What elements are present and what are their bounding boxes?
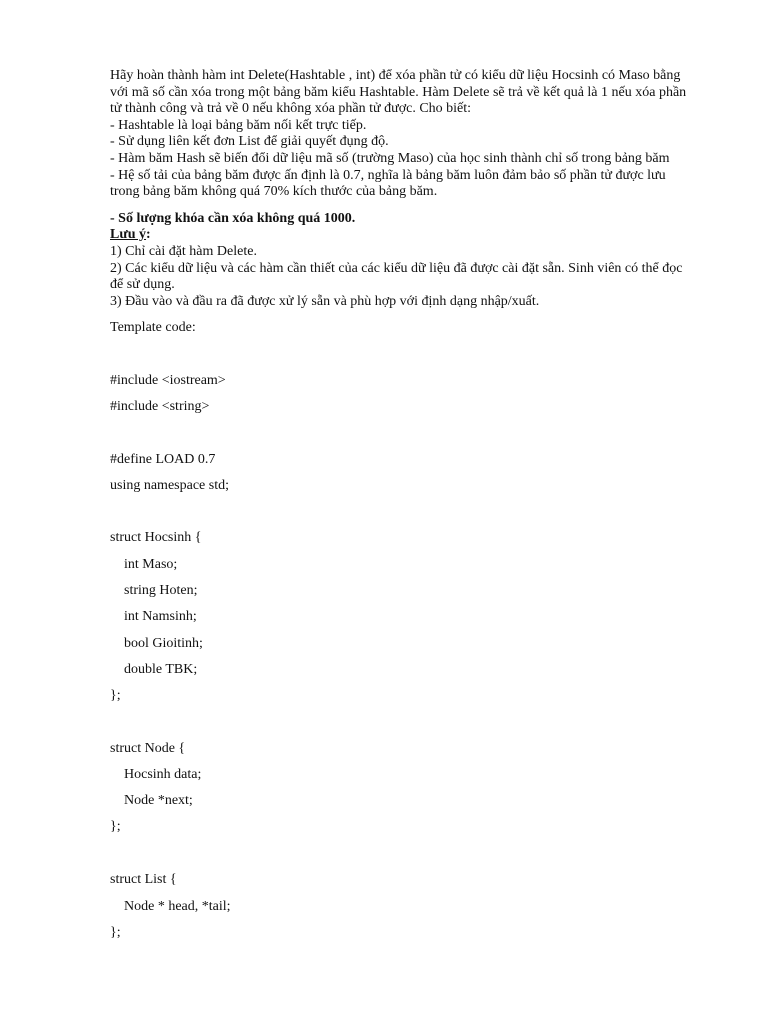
intro-line-4: - Hashtable là loại bảng băm nối kết trực tiếp. — [110, 118, 367, 133]
note-line-1: 1) Chỉ cài đặt hàm Delete. — [110, 244, 257, 259]
template-label: Template code: — [110, 320, 196, 335]
code-hocsinh-close: }; — [110, 688, 121, 703]
intro-line-3: tử thành công và trả về 0 nếu không xóa phần tử được. Cho biết: — [110, 101, 472, 116]
code-struct-hocsinh: struct Hocsinh { — [110, 530, 202, 545]
code-field-data: Hocsinh data; — [124, 767, 202, 782]
intro-line-1: Hãy hoàn thành hàm int Delete(Hashtable , int) để xóa phần tử có kiểu dữ liệu Hocsinh có Maso bằng — [110, 68, 681, 83]
key-limit-line: - Số lượng khóa cần xóa không quá 1000. — [110, 211, 356, 226]
code-node-close: }; — [110, 819, 121, 834]
code-struct-list: struct List { — [110, 872, 177, 887]
code-include-string: #include <string> — [110, 399, 210, 414]
intro-line-5: - Sử dụng liên kết đơn List để giải quyết đụng độ. — [110, 134, 389, 149]
code-field-hoten: string Hoten; — [124, 583, 198, 598]
note-title: Lưu ý — [110, 227, 147, 242]
note-line-2: 2) Các kiểu dữ liệu và các hàm cần thiết của các kiểu dữ liệu đã được cài đặt sẵn. Sinh viên có thể đọc — [110, 261, 683, 276]
intro-line-2: với mã số cần xóa trong một bảng băm kiểu Hashtable. Hàm Delete sẽ trả về kết quả là 1 nếu xóa phần — [110, 85, 687, 100]
code-struct-node: struct Node { — [110, 741, 186, 756]
intro-line-6: - Hàm băm Hash sẽ biến đổi dữ liệu mã số (trường Maso) của học sinh thành chỉ số trong bảng băm — [110, 151, 670, 166]
code-field-head-tail: Node * head, *tail; — [124, 899, 231, 914]
note-line-4: 3) Đầu vào và đầu ra đã được xử lý sẵn và phù hợp với định dạng nhập/xuất. — [110, 294, 540, 309]
intro-line-8: trong bảng băm không quá 70% kích thước của bảng băm. — [110, 184, 438, 199]
code-field-namsinh: int Namsinh; — [124, 609, 197, 624]
code-define-load: #define LOAD 0.7 — [110, 452, 216, 467]
code-using-namespace: using namespace std; — [110, 478, 229, 493]
code-field-maso: int Maso; — [124, 557, 178, 572]
code-field-tbk: double TBK; — [124, 662, 198, 677]
note-heading — [110, 227, 151, 243]
note-line-3: để sử dụng. — [110, 277, 175, 292]
intro-line-7: - Hệ số tải của bảng băm được ấn định là 0.7, nghĩa là bảng băm luôn đảm bảo số phần tử được lưu — [110, 168, 666, 183]
code-include-iostream: #include <iostream> — [110, 373, 226, 388]
code-list-close: }; — [110, 925, 121, 940]
code-field-gioitinh: bool Gioitinh; — [124, 636, 203, 651]
code-field-next: Node *next; — [124, 793, 193, 808]
note-colon: : — [146, 227, 151, 242]
